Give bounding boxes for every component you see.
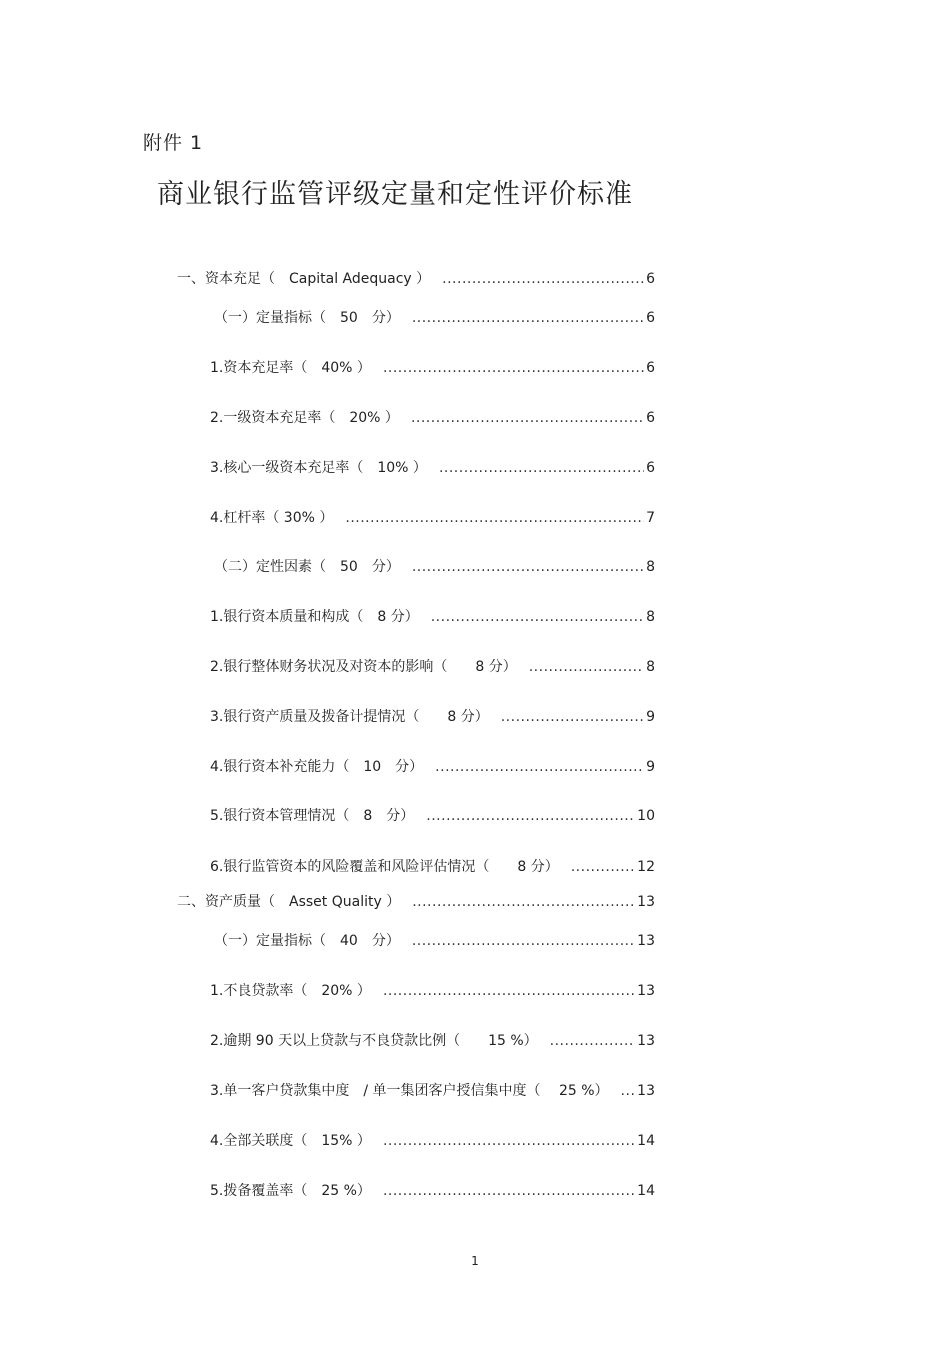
toc-entry-page: 13 — [637, 1083, 655, 1099]
toc-entry-page: 13 — [637, 983, 655, 999]
toc-entry-page: 14 — [637, 1183, 655, 1199]
toc-entry[interactable] — [177, 892, 655, 912]
toc-entry-page: 7 — [646, 510, 655, 526]
toc-entry-label: 一、资本充足（ Capital Adequacy ） — [177, 271, 431, 287]
toc-entry-label: 1.不良贷款率（ 20% ） — [210, 983, 371, 999]
toc-entry-page: 13 — [637, 1033, 655, 1049]
toc-entry-label: 1.银行资本质量和构成（ 8 分） — [210, 609, 419, 625]
toc-leader-dots — [411, 408, 644, 428]
toc-entry[interactable] — [214, 931, 655, 951]
toc-leader-dots — [383, 981, 635, 1001]
toc-entry[interactable] — [214, 557, 655, 577]
toc-entry-label: 3.核心一级资本充足率（ 10% ） — [210, 460, 427, 476]
toc-entry-page: 8 — [646, 609, 655, 625]
toc-entry-label: 4.杠杆率（ 30% ） — [210, 510, 334, 526]
toc-leader-dots — [383, 1181, 635, 1201]
toc-entry-page: 9 — [646, 709, 655, 725]
toc-entry-page: 8 — [646, 659, 655, 675]
toc-entry-page: 14 — [637, 1133, 655, 1149]
toc-entry-label: 1.资本充足率（ 40% ） — [210, 360, 371, 376]
toc-entry[interactable] — [210, 857, 655, 877]
toc-entry[interactable] — [210, 1031, 655, 1051]
toc-entry[interactable] — [210, 806, 655, 826]
toc-entry-label: 2.逾期 90 天以上贷款与不良贷款比例（ 15 %） — [210, 1033, 538, 1049]
toc-entry[interactable] — [210, 707, 655, 727]
toc-entry-label: 二、资产质量（ Asset Quality ） — [177, 894, 401, 910]
toc-leader-dots — [435, 757, 644, 777]
attachment-label: 附件 1 — [143, 132, 204, 154]
toc-entry-label: 4.银行资本补充能力（ 10 分） — [210, 759, 424, 775]
toc-entry[interactable] — [214, 308, 655, 328]
toc-entry[interactable] — [210, 508, 655, 528]
toc-entry-label: 3.单一客户贷款集中度 / 单一集团客户授信集中度（ 25 %） — [210, 1083, 609, 1099]
toc-entry-label: （一）定量指标（ 50 分） — [214, 310, 400, 326]
toc-entry[interactable] — [210, 1181, 655, 1201]
toc-entry-page: 6 — [646, 310, 655, 326]
toc-entry-page: 6 — [646, 460, 655, 476]
toc-entry-label: 2.一级资本充足率（ 20% ） — [210, 410, 399, 426]
toc-entry-label: （一）定量指标（ 40 分） — [214, 933, 400, 949]
toc-entry[interactable] — [210, 358, 655, 378]
toc-leader-dots — [529, 657, 644, 677]
toc-entry[interactable] — [210, 408, 655, 428]
toc-entry[interactable] — [210, 458, 655, 478]
toc-entry-label: 6.银行监管资本的风险覆盖和风险评估情况（ 8 分） — [210, 859, 559, 875]
toc-entry[interactable] — [210, 981, 655, 1001]
toc-entry-page: 6 — [646, 271, 655, 287]
toc-entry[interactable] — [210, 757, 655, 777]
toc-entry-label: 5.银行资本管理情况（ 8 分） — [210, 808, 415, 824]
toc-entry-page: 13 — [637, 933, 655, 949]
toc-leader-dots — [345, 508, 644, 528]
toc-leader-dots — [571, 857, 635, 877]
page-number: 1 — [471, 1254, 479, 1268]
toc-entry[interactable] — [177, 269, 655, 289]
toc-entry-page: 13 — [637, 894, 655, 910]
toc-leader-dots — [501, 707, 644, 727]
toc-leader-dots — [383, 1131, 635, 1151]
toc-entry[interactable] — [210, 1131, 655, 1151]
toc-leader-dots — [442, 269, 644, 289]
toc-leader-dots — [431, 607, 644, 627]
document-title: 商业银行监管评级定量和定性评价标准 — [157, 179, 633, 210]
toc-entry-page: 8 — [646, 559, 655, 575]
toc-entry-page: 6 — [646, 360, 655, 376]
toc-entry-page: 6 — [646, 410, 655, 426]
toc-entry[interactable] — [210, 657, 655, 677]
toc-leader-dots — [439, 458, 644, 478]
toc-entry-label: 3.银行资产质量及拨备计提情况（ 8 分） — [210, 709, 489, 725]
toc-leader-dots — [412, 557, 644, 577]
toc-entry-page: 10 — [637, 808, 655, 824]
toc-entry-label: 2.银行整体财务状况及对资本的影响（ 8 分） — [210, 659, 517, 675]
toc-entry-label: 4.全部关联度（ 15% ） — [210, 1133, 371, 1149]
toc-leader-dots — [621, 1081, 636, 1101]
toc-leader-dots — [550, 1031, 636, 1051]
toc-leader-dots — [412, 931, 635, 951]
toc-entry[interactable] — [210, 607, 655, 627]
toc-entry-label: 5.拨备覆盖率（ 25 %） — [210, 1183, 371, 1199]
toc-leader-dots — [412, 892, 635, 912]
toc-leader-dots — [426, 806, 635, 826]
toc-leader-dots — [412, 308, 644, 328]
toc-entry[interactable] — [210, 1081, 655, 1101]
toc-entry-page: 9 — [646, 759, 655, 775]
toc-leader-dots — [383, 358, 644, 378]
toc-entry-label: （二）定性因素（ 50 分） — [214, 559, 400, 575]
toc-entry-page: 12 — [637, 859, 655, 875]
